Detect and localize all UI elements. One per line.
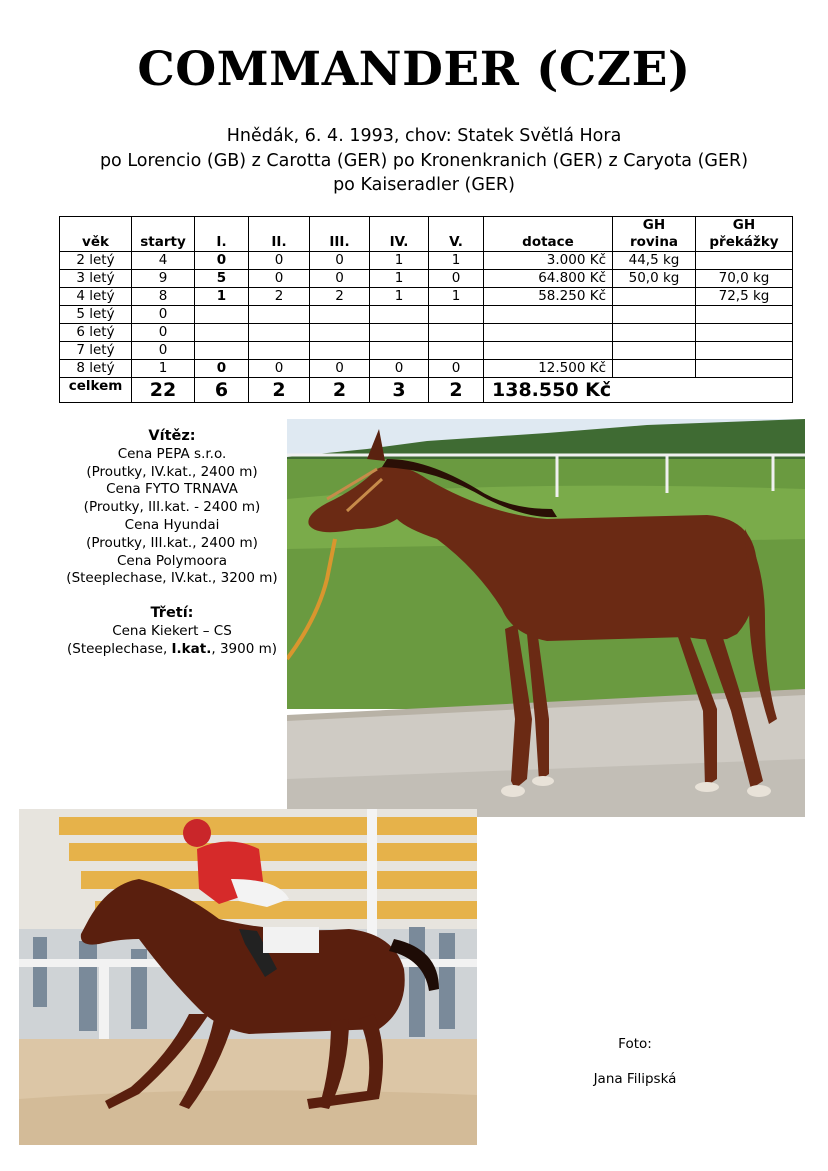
cell-p1 — [195, 324, 249, 342]
col-gh-jump — [696, 217, 793, 252]
cell-gh-jump — [696, 252, 793, 270]
cell-p3: 0 — [310, 360, 370, 378]
cell-p4: 1 — [370, 252, 429, 270]
winner-line: (Proutky, IV.kat., 2400 m) — [86, 463, 258, 480]
cell-p2: 0 — [249, 360, 310, 378]
winner-line: Cena Hyundai — [124, 516, 220, 533]
cell-p3: 0 — [310, 252, 370, 270]
third-race-detail — [57, 641, 287, 659]
cell-p4: 1 — [370, 288, 429, 306]
cell-p3 — [310, 342, 370, 360]
cell-p5: 0 — [429, 270, 484, 288]
cell-p5: 1 — [429, 252, 484, 270]
cell-age: 7 letý — [60, 342, 132, 360]
third-detail-pre: (Steeplechase, — [66, 640, 172, 657]
cell-gh-jump: 72,5 kg — [696, 288, 793, 306]
cell-starts: 0 — [132, 342, 195, 360]
winner-heading: Vítěz: — [148, 428, 196, 444]
cell-p3 — [310, 306, 370, 324]
cell-prize: 3.000 Kč — [484, 252, 613, 270]
cell-starts: 1 — [132, 360, 195, 378]
cell-starts: 0 — [132, 306, 195, 324]
col-p4: IV. — [370, 217, 429, 252]
page-title: COMMANDER (CZE) — [137, 42, 691, 97]
photo-credit — [540, 1036, 730, 1088]
cell-p5: 1 — [429, 288, 484, 306]
cell-prize: 58.250 Kč — [484, 288, 613, 306]
cell-prize — [484, 306, 613, 324]
horse-standing-illustration — [287, 419, 805, 817]
table-row — [60, 252, 793, 270]
table-row — [60, 324, 793, 342]
cell-starts: 4 — [132, 252, 195, 270]
cell-p4 — [370, 342, 429, 360]
total-p3: 2 — [310, 378, 370, 403]
col-gh-flat-line1: GH — [642, 217, 666, 233]
cell-starts: 9 — [132, 270, 195, 288]
pedigree-info — [0, 124, 828, 198]
table-row — [60, 306, 793, 324]
cell-p3: 2 — [310, 288, 370, 306]
total-prize: 138.550 Kč — [484, 378, 793, 403]
total-p1: 6 — [195, 378, 249, 403]
horse-standing-photo — [287, 419, 805, 817]
cell-p2: 2 — [249, 288, 310, 306]
cell-age: 8 letý — [60, 360, 132, 378]
total-p2: 2 — [249, 378, 310, 403]
cell-p1 — [195, 342, 249, 360]
cell-prize: 12.500 Kč — [484, 360, 613, 378]
total-starts: 22 — [132, 378, 195, 403]
col-gh-jump-line2: překážky — [709, 234, 779, 250]
cell-p4 — [370, 324, 429, 342]
cell-p2 — [249, 342, 310, 360]
table-total-row — [60, 378, 793, 403]
col-p2: II. — [249, 217, 310, 252]
table-row — [60, 288, 793, 306]
winner-line: Cena FYTO TRNAVA — [106, 481, 238, 498]
cell-p1: 0 — [195, 252, 249, 270]
cell-gh-flat — [613, 324, 696, 342]
cell-gh-jump — [696, 342, 793, 360]
winner-line: (Proutky, III.kat. - 2400 m) — [83, 499, 261, 516]
winner-line: Cena Polymoora — [116, 552, 227, 569]
col-starts: starty — [132, 217, 195, 252]
cell-p2 — [249, 324, 310, 342]
cell-gh-jump — [696, 324, 793, 342]
cell-starts: 8 — [132, 288, 195, 306]
cell-p1: 5 — [195, 270, 249, 288]
third-race: Cena Kiekert – CS — [112, 622, 232, 639]
third-detail-bold: I.kat. — [171, 640, 212, 657]
cell-p1 — [195, 306, 249, 324]
col-p1: I. — [195, 217, 249, 252]
cell-prize — [484, 324, 613, 342]
race-wins — [57, 428, 287, 659]
cell-p4: 1 — [370, 270, 429, 288]
racing-illustration — [19, 809, 477, 1145]
col-p3: III. — [310, 217, 370, 252]
col-age: věk — [60, 217, 132, 252]
pedigree-line-2: po Lorencio (GB) z Carotta (GER) po Kronenkranich (GER) z Caryota (GER) — [99, 150, 749, 171]
table-header-row — [60, 217, 793, 252]
col-gh-jump-line1: GH — [732, 217, 756, 233]
cell-p5 — [429, 306, 484, 324]
cell-gh-flat: 44,5 kg — [613, 252, 696, 270]
cell-p5: 0 — [429, 360, 484, 378]
winner-line: (Steeplechase, IV.kat., 3200 m) — [66, 570, 278, 587]
cell-p2: 0 — [249, 270, 310, 288]
table-row — [60, 360, 793, 378]
cell-gh-flat — [613, 342, 696, 360]
cell-gh-flat: 50,0 kg — [613, 270, 696, 288]
cell-starts: 0 — [132, 324, 195, 342]
winner-line: Cena PEPA s.r.o. — [117, 445, 227, 462]
col-prize: dotace — [484, 217, 613, 252]
cell-p5 — [429, 324, 484, 342]
total-label: celkem — [60, 378, 132, 403]
race-stats-table — [59, 216, 793, 403]
photo-credit-label: Foto: — [618, 1036, 652, 1052]
cell-age: 4 letý — [60, 288, 132, 306]
cell-p1: 1 — [195, 288, 249, 306]
cell-p5 — [429, 342, 484, 360]
cell-age: 5 letý — [60, 306, 132, 324]
cell-gh-flat — [613, 306, 696, 324]
cell-gh-jump: 70,0 kg — [696, 270, 793, 288]
col-gh-flat-line2: rovina — [629, 234, 679, 250]
cell-prize: 64.800 Kč — [484, 270, 613, 288]
cell-p1: 0 — [195, 360, 249, 378]
cell-p4: 0 — [370, 360, 429, 378]
cell-p2 — [249, 306, 310, 324]
col-gh-flat — [613, 217, 696, 252]
racing-photo — [19, 809, 477, 1145]
cell-prize — [484, 342, 613, 360]
cell-p2: 0 — [249, 252, 310, 270]
winner-list — [57, 446, 287, 588]
cell-gh-jump — [696, 306, 793, 324]
total-p5: 2 — [429, 378, 484, 403]
third-heading: Třetí: — [150, 605, 194, 622]
cell-age: 6 letý — [60, 324, 132, 342]
cell-p4 — [370, 306, 429, 324]
cell-p3: 0 — [310, 270, 370, 288]
cell-p3 — [310, 324, 370, 342]
table-row — [60, 270, 793, 288]
total-p4: 3 — [370, 378, 429, 403]
cell-gh-flat — [613, 288, 696, 306]
table-row — [60, 342, 793, 360]
cell-age: 2 letý — [60, 252, 132, 270]
third-detail-post: , 3900 m) — [211, 640, 278, 657]
cell-age: 3 letý — [60, 270, 132, 288]
pedigree-line-3: po Kaiseradler (GER) — [333, 175, 515, 195]
pedigree-line-1: Hnědák, 6. 4. 1993, chov: Statek Světlá Hora — [226, 126, 622, 146]
cell-gh-flat — [613, 360, 696, 378]
winner-line: (Proutky, III.kat., 2400 m) — [86, 534, 258, 551]
photo-credit-author: Jana Filipská — [593, 1071, 677, 1087]
col-p5: V. — [429, 217, 484, 252]
cell-gh-jump — [696, 360, 793, 378]
